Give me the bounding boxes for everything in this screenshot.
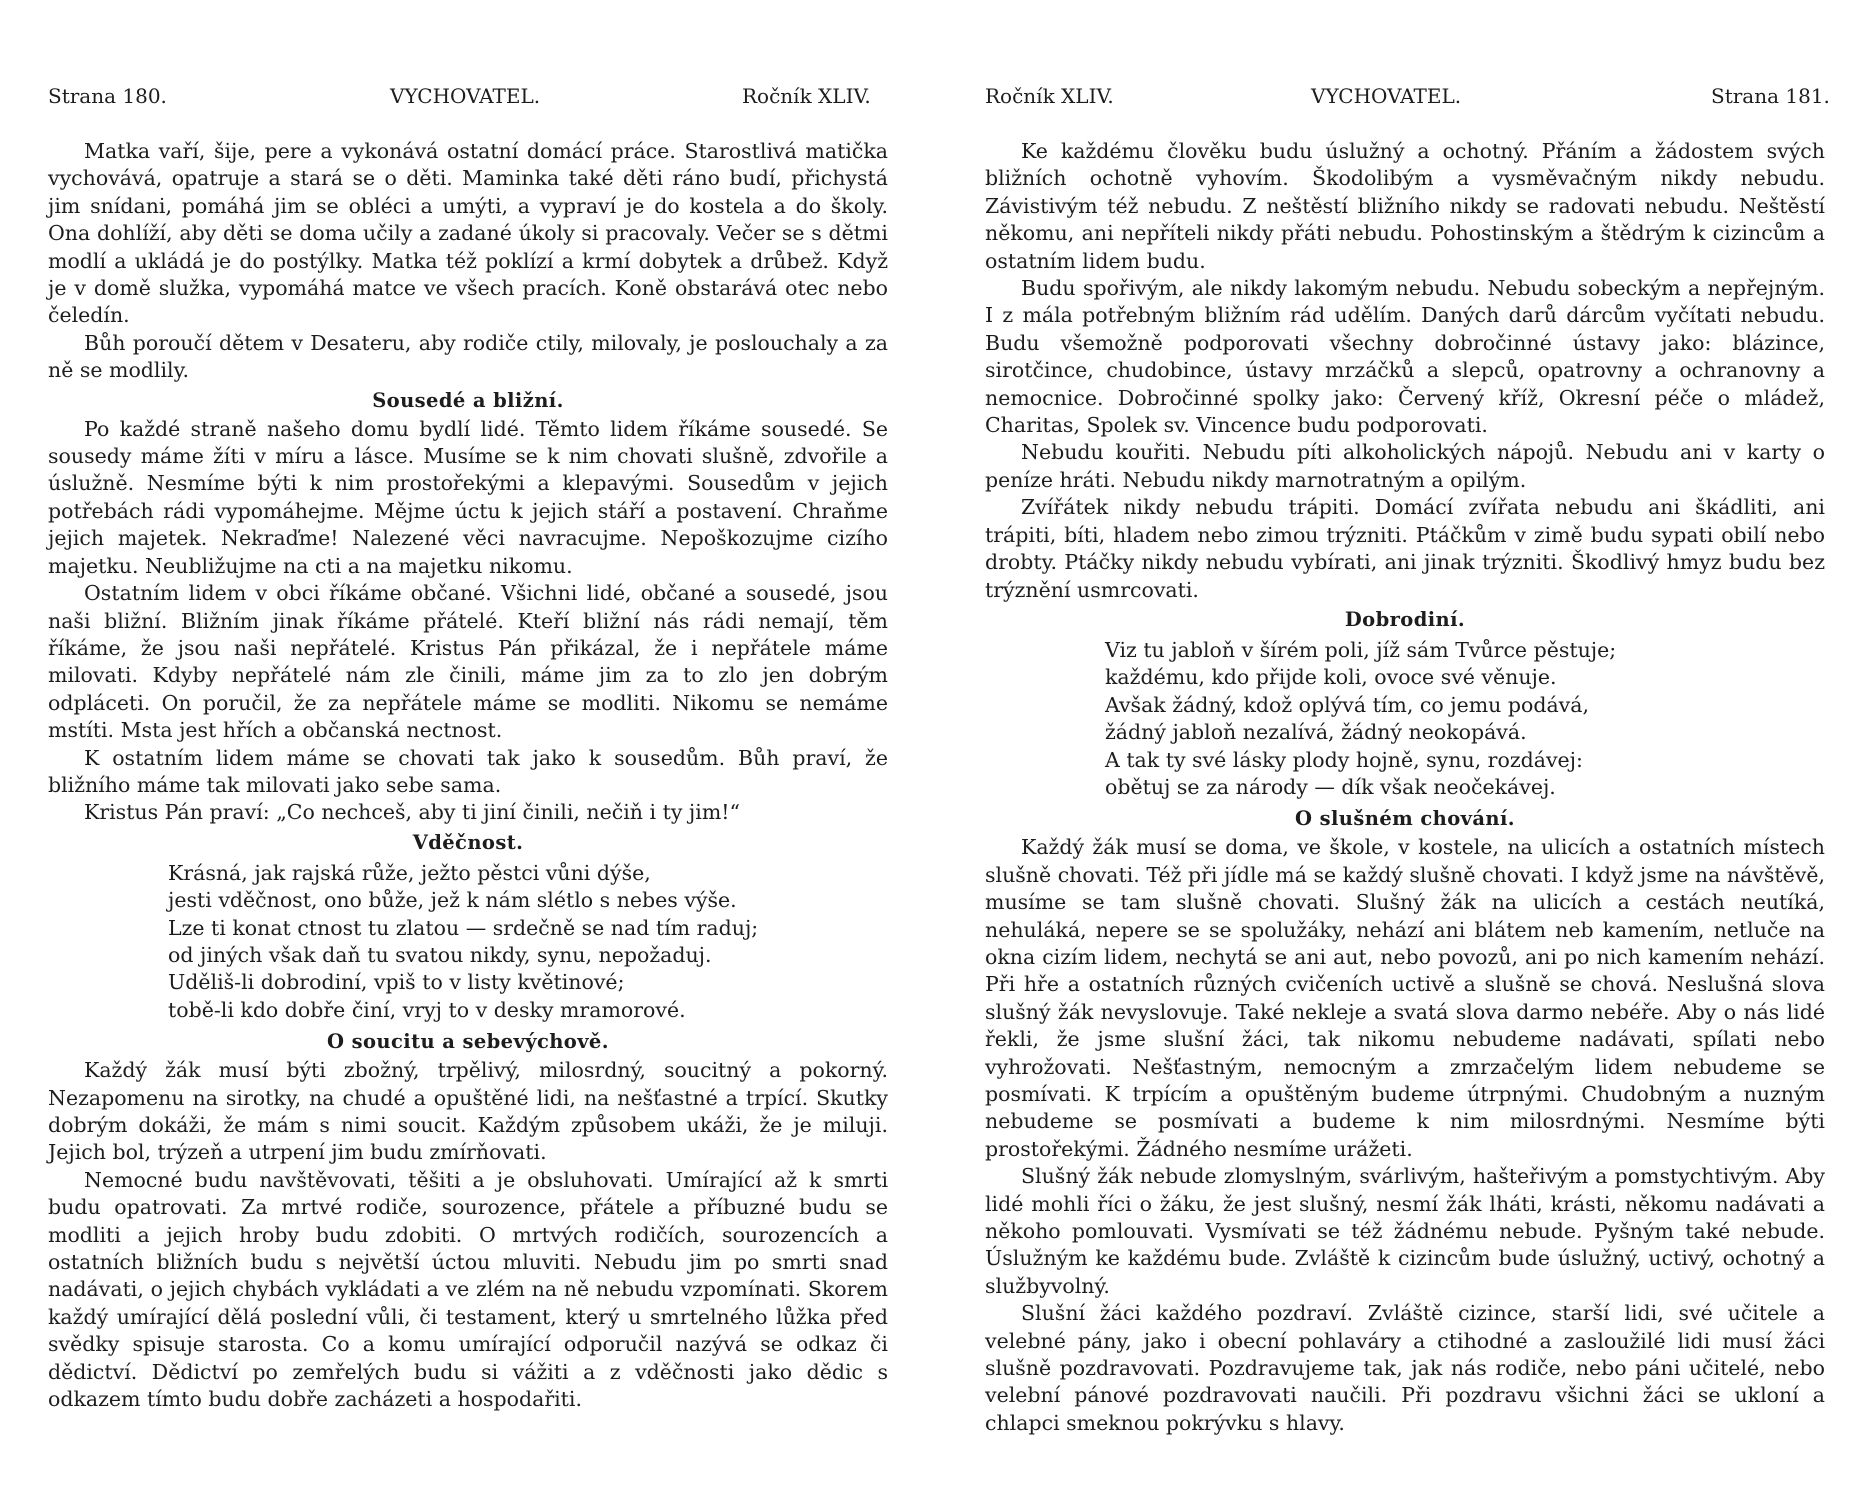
volume-label: Ročník XLIV.	[985, 84, 1114, 108]
paragraph: Nemocné budu navštěvovati, těšiti a je obsluhovati. Umírající až k smrti budu opatrovati. Za mrtvé rodiče, sourozence, přátele a příbuzné budu se modliti a jejich hroby budu zdobiti. O mrtvých rodičích, sourozencích a ostatních bližních budu s největší úctou mluviti. Nebudu jim po smrti snad nadávati, o jejich chybách vykládati a ve zlém na ně nebudu vzpomínati. Skorem každý umírající dělá poslední vůli, či testament, který u smrtelného lůžka před svědky spisuje starosta. Co a komu umírající odporučil nazývá se odkaz či dědictví. Dědictví po zemřelých budu si vážiti a z vděčnosti jako dědic s odkazem tímto budu dobře zacházeti a hospodařiti.	[48, 1167, 888, 1412]
page-number: Strana 180.	[48, 84, 167, 108]
poem	[1105, 637, 1825, 801]
poem-line: Viz tu jabloň v šírém poli, jíž sám Tvůrce pěstuje;	[1105, 637, 1617, 662]
section-heading: O soucitu a sebevýchově.	[327, 1030, 609, 1054]
paragraph: K ostatním lidem máme se chovati tak jako k sousedům. Bůh praví, že bližního máme tak milovati jako sebe sama.	[48, 745, 888, 797]
paragraph: Po každé straně našeho domu bydlí lidé. Těmto lidem říkáme sousedé. Se sousedy máme žíti v míru a lásce. Musíme se k nim chovati slušně, zdvořile a úslužně. Nesmíme býti k nim prostořekými a klepavými. Sousedům v jejich potřebách rádi vypomáhejme. Mějme úctu k jejich stáří a postavení. Chraňme jejich majetek. Nekraďme! Nalezené věci navracujme. Nepoškozujme cizího majetku. Neubližujme na cti a na majetku nikomu.	[48, 416, 888, 578]
paragraph: Ke každému člověku budu úslužný a ochotný. Přáním a žádostem svých bližních ochotně vyhovím. Škodolibým a vysměvačným nikdy nebudu. Závistivým též nebudu. Z neštěstí bližního nikdy se radovati nebudu. Neštěstí někomu, ani nepříteli nikdy přáti nebudu. Pohostinským a štědrým k cizincům a ostatním lidem budu.	[985, 139, 1825, 273]
poem-line: každému, kdo přijde koli, ovoce své věnuje.	[1105, 665, 1557, 690]
poem-line: Avšak žádný, kdož oplývá tím, co jemu podává,	[1105, 692, 1589, 717]
poem-line: od jiných však daň tu svatou nikdy, synu, nepožaduj.	[168, 942, 712, 967]
poem-line: jesti vděčnost, ono bůže, jež k nám slétlo s nebes výše.	[168, 888, 737, 913]
paragraph: Budu spořivým, ale nikdy lakomým nebudu. Nebudu sobeckým a nepřejným. I z mála potřebným bližním rád udělím. Daných darů dárcům vyčítati nebudu. Budu všemožně podporovati všechny dobročinné ústavy jako: blázince, sirotčince, chudobince, ústavy mrzáčků a slepců, opatrovny a ochranovny a nemocnice. Dobročinné spolky jako: Červený kříž, Okresní péče o mládež, Charitas, Spolek sv. Vincence budu podporovati.	[985, 276, 1825, 438]
poem-line: Krásná, jak rajská růže, ježto pěstci vůni dýše,	[168, 860, 651, 885]
paragraph: Každý žák musí býti zbožný, trpělivý, milosrdný, soucitný a pokorný. Nezapomenu na sirotky, na chudé a opuštěné lidi, na nešťastné a trpící. Skutky dobrým dokáži, že mám s nimi soucit. Každým způsobem ukáži, že je miluji. Jejich bol, trýzeň a utrpení jim budu zmírňovati.	[48, 1058, 888, 1165]
paragraph: Ostatním lidem v obci říkáme občané. Všichni lidé, občané a sousedé, jsou naši bližní. Bližním jinak říkáme přátelé. Kteří bližní nás rádi nemají, těm říkáme, že jsou naši nepřátelé. Kristus Pán přikázal, že i nepřátele máme milovati. Kdyby nepřátelé nám zle činili, máme jim za to zlo jen dobrým odpláceti. On poručil, že za nepřátele máme se modliti. Nikomu se nemáme mstíti. Msta jest hřích a občanská nectnost.	[48, 581, 888, 743]
poem-line: Lze ti konat ctnost tu zlatou — srdečně se nad tím raduj;	[168, 915, 759, 940]
left-text-column	[48, 138, 888, 1413]
right-text-column	[985, 138, 1825, 1437]
poem-line: A tak ty své lásky plody hojně, synu, rozdávej:	[1105, 747, 1583, 772]
section-heading: Sousedé a bližní.	[372, 388, 564, 412]
paragraph: Každý žák musí se doma, ve škole, v kostele, na ulicích a ostatních místech slušně chovati. Též při jídle má se každý slušně chovati. I když jsme na návštěvě, musíme se tam slušně chovati. Slušný žák na ulicích a cestách neutíká, nehuláká, nepere se se spolužáky, nehází ani blátem neb kamením, netluče na okna cizím lidem, nechytá se ani aut, nebo povozů, ani po nich kamením nehází. Při hře a ostatních různých cvičeních uctivě a slušně se chová. Neslušná slova slušný žák nevyslovuje. Také nekleje a svatá slova darmo nebéře. Aby o nás lidé řekli, že jsme slušní žáci, tak nikomu nebudeme nadávati, spílati nebo vyhrožovati. Nešťastným, nemocným a zmrzačelým lidem nebudeme se posmívati. K trpícím a opuštěným budeme útrpnými. Chudobným a nuzným nebudeme se posmívati a budeme k nim milosrdnými. Nesmíme býti prostořekými. Žádného nesmíme urážeti.	[985, 835, 1825, 1161]
page-number: Strana 181.	[1711, 84, 1830, 108]
paragraph: Matka vaří, šije, pere a vykonává ostatní domácí práce. Starostlivá matička vychovává, opatruje a stará se o děti. Maminka také děti ráno budí, přichystá jim snídani, pomáhá jim se obléci a umýti, a vypraví je do kostela a do školy. Ona dohlíží, aby děti se doma učily a zadané úkoly si pracovaly. Večer se s dětmi modlí a ukládá je do postýlky. Matka též poklízí a krmí dobytek a drůbež. Když je v domě služka, vypomáhá matce ve všech pracích. Koně obstarává otec nebo čeledín.	[48, 139, 888, 328]
volume-label: Ročník XLIV.	[742, 84, 871, 108]
right-page	[929, 0, 1858, 1500]
section-heading: Vděčnost.	[412, 830, 524, 854]
poem-line: obětuj se za národy — dík však neočekávej.	[1105, 774, 1556, 799]
section-heading: Dobrodiní.	[1344, 607, 1466, 631]
paragraph: Kristus Pán praví: „Co nechceš, aby ti jiní činili, nečiň i ty jim!“	[84, 800, 740, 825]
poem-line: žádný jabloň nezalívá, žádný neokopává.	[1105, 720, 1527, 745]
journal-title: VYCHOVATEL.	[390, 84, 541, 108]
section-heading: O slušném chování.	[1295, 807, 1515, 831]
paragraph: Bůh poroučí dětem v Desateru, aby rodiče ctily, milovaly, je poslouchaly a za ně se modlily.	[48, 330, 888, 383]
journal-title: VYCHOVATEL.	[1311, 84, 1462, 108]
poem-line: Uděliš-li dobrodiní, vpiš to v listy květinové;	[168, 970, 625, 995]
poem-line: tobě-li kdo dobře činí, vryj to v desky mramorové.	[168, 997, 686, 1022]
paragraph: Slušný žák nebude zlomyslným, svárlivým, hašteřivým a pomstychtivým. Aby lidé mohli říci o žáku, že jest slušný, nesmí žák lháti, krásti, někomu nadávati a někoho pomlouvati. Vysmívati se též žádnému nebude. Pyšným také nebude. Úslužným ke každému bude. Zvláště k cizincům bude úslužný, uctivý, ochotný a službyvolný.	[985, 1164, 1825, 1298]
paragraph: Zvířátek nikdy nebudu trápiti. Domácí zvířata nebudu ani škádliti, ani trápiti, bíti, hladem nebo zimou trýzniti. Ptáčkům v zimě budu sypati obilí nebo drobty. Ptáčky nikdy nebudu vybírati, ani jinak trýzniti. Škodlivý hmyz budu bez trýznění usmrcovati.	[985, 495, 1825, 602]
paragraph: Slušní žáci každého pozdraví. Zvláště cizince, starší lidi, své učitele a velebné pány, jako i obecní pohlaváry a ctihodné a zasloužilé lidi musí žáci slušně pozdravovati. Pozdravujeme tak, jak nás rodiče, nebo páni učitelé, nebo velební pánové pozdravovati naučili. Při pozdravu všichni žáci se ukloní a chlapci smeknou pokrývku s hlavy.	[985, 1301, 1825, 1435]
poem	[168, 860, 888, 1024]
paragraph: Nebudu kouřiti. Nebudu píti alkoholických nápojů. Nebudu ani v karty o peníze hráti. Nebudu nikdy marnotratným a opilým.	[985, 440, 1825, 492]
